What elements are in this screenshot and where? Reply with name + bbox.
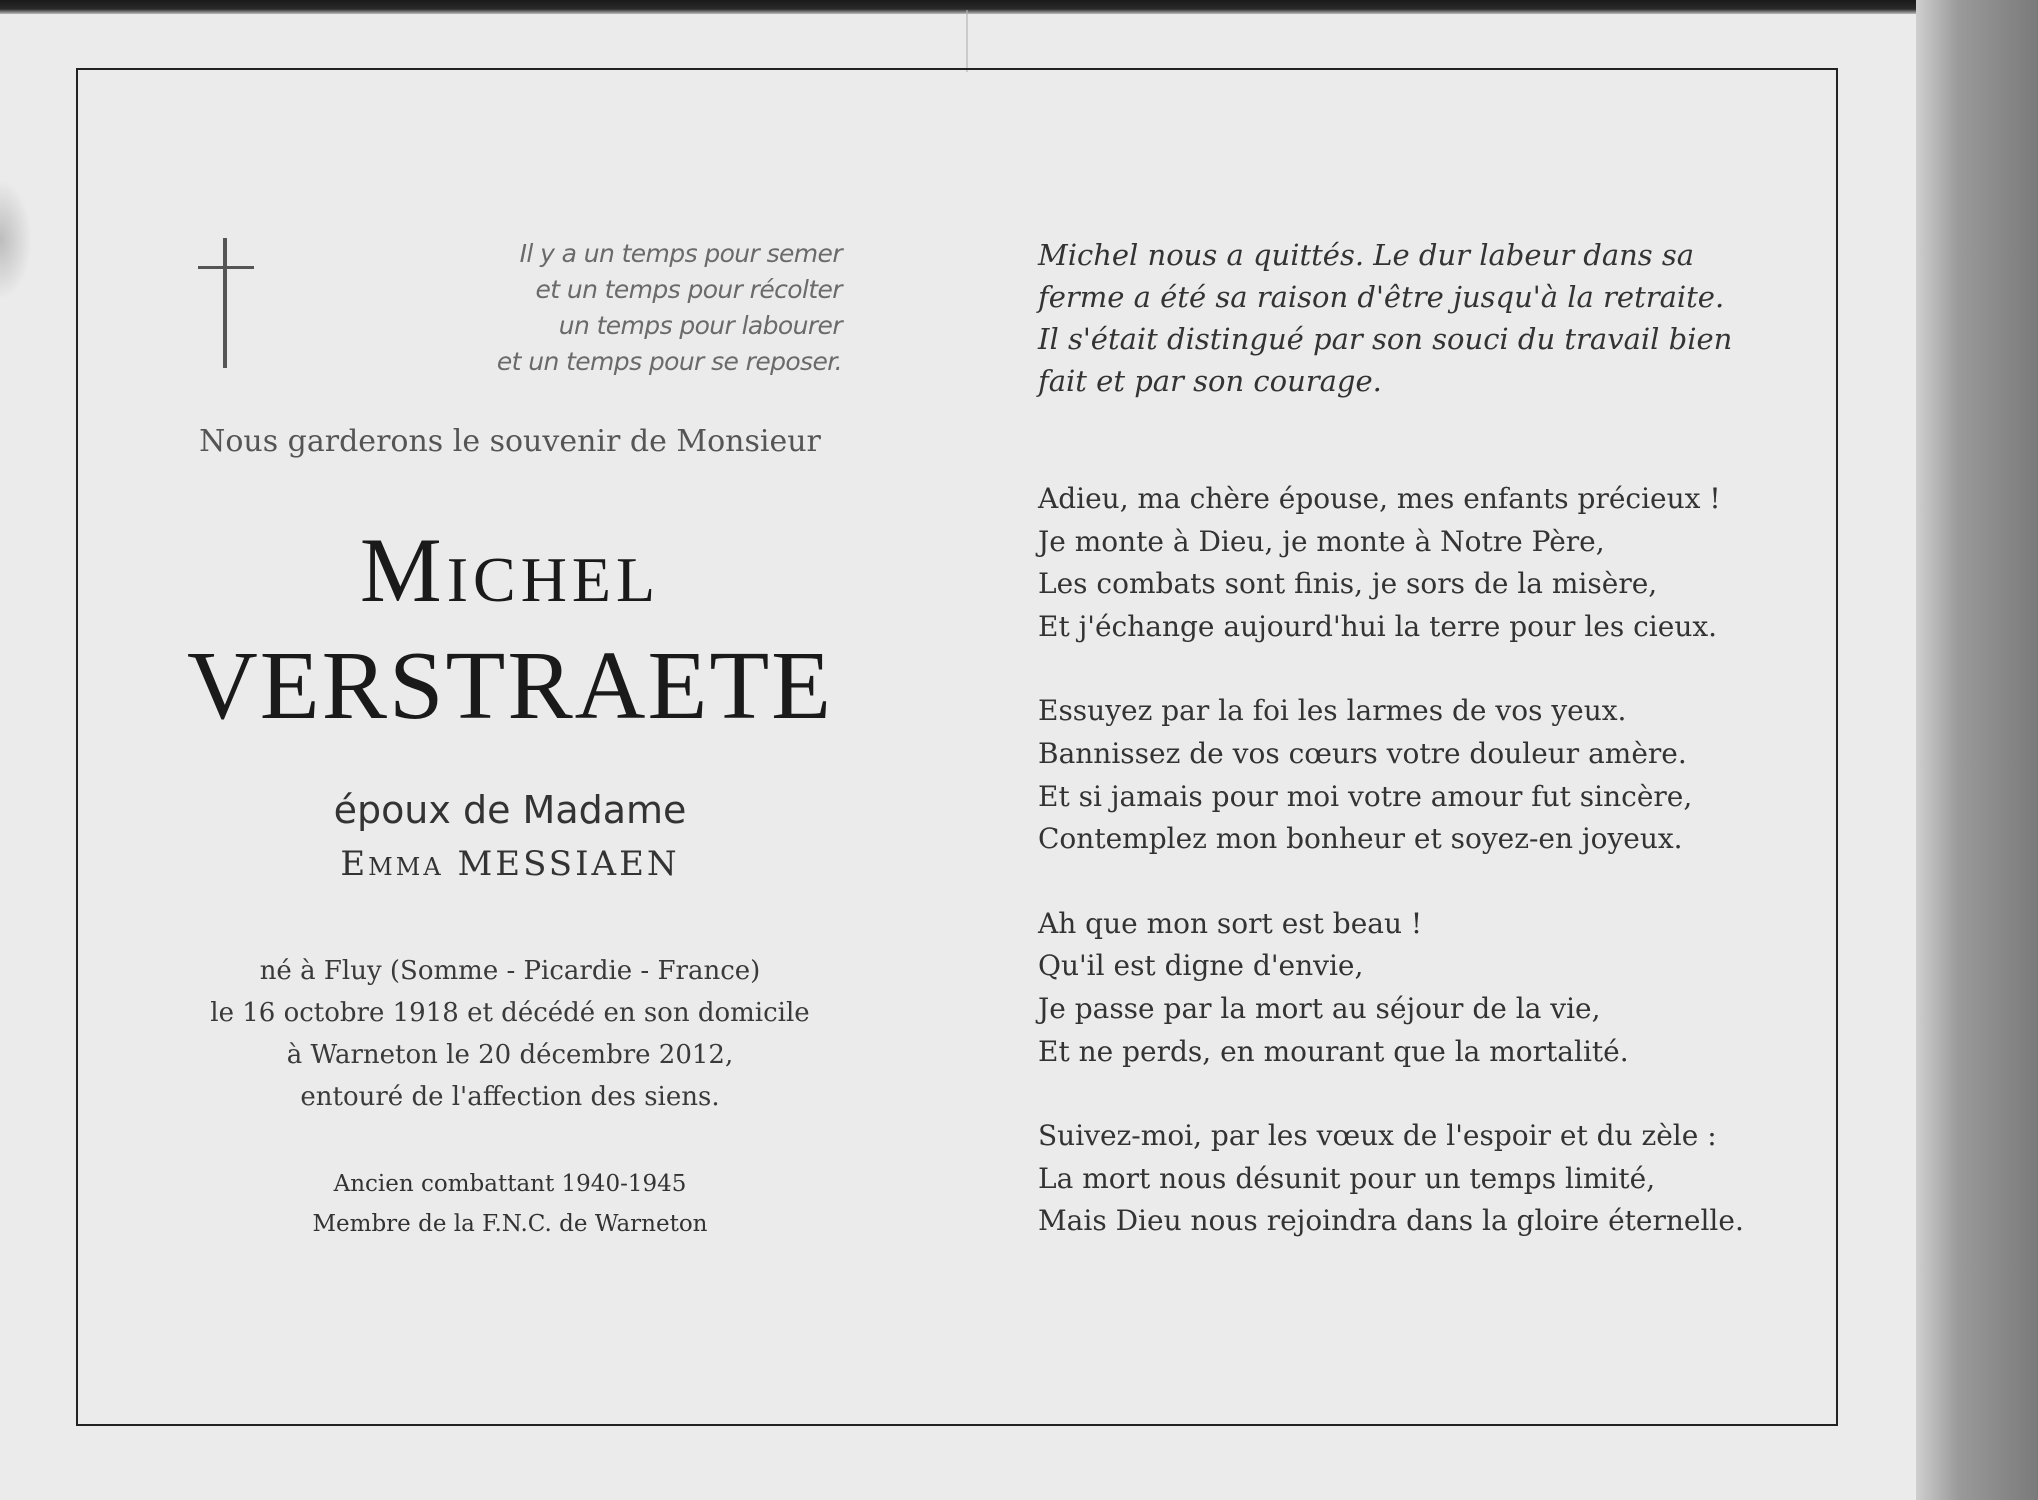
tribute-line: ferme a été sa raison d'être jusqu'à la retraite. bbox=[1038, 280, 1725, 314]
deceased-last-name: VERSTRAETE bbox=[186, 632, 834, 740]
deceased-first-name: Michel bbox=[359, 519, 661, 621]
honor-line: Ancien combattant 1940-1945 bbox=[333, 1171, 687, 1197]
tribute-text bbox=[1038, 234, 1758, 402]
poem-line: Suivez-moi, par les vœux de l'espoir et du zèle : bbox=[1038, 1119, 1717, 1153]
spouse-label: époux de Madame bbox=[333, 788, 687, 832]
honors bbox=[160, 1164, 860, 1244]
life-detail-line: à Warneton le 20 décembre 2012, bbox=[286, 1040, 734, 1070]
intro-line: Nous garderons le souvenir de Monsieur bbox=[199, 424, 821, 459]
epigraph-line: Il y a un temps pour semer bbox=[519, 239, 842, 268]
life-details bbox=[160, 950, 860, 1118]
poem-line: Essuyez par la foi les larmes de vos yeux. bbox=[1038, 694, 1627, 728]
tribute-line: Michel nous a quittés. Le dur labeur dans sa bbox=[1038, 238, 1695, 272]
spouse-name: Emma MESSIAEN bbox=[340, 844, 680, 884]
poem-line: Mais Dieu nous rejoindra dans la gloire éternelle. bbox=[1038, 1204, 1744, 1238]
epigraph-line: un temps pour labourer bbox=[558, 311, 842, 340]
scan-top-edge bbox=[0, 0, 2038, 14]
cross-icon bbox=[198, 238, 256, 368]
poem-line: Les combats sont finis, je sors de la misère, bbox=[1038, 567, 1658, 601]
poem-line: Adieu, ma chère épouse, mes enfants précieux ! bbox=[1038, 482, 1721, 515]
scan-right-shadow bbox=[1916, 0, 2038, 1500]
tribute-line: Il s'était distingué par son souci du travail bien bbox=[1038, 322, 1733, 356]
poem bbox=[1038, 478, 1798, 1285]
poem-line: Bannissez de vos cœurs votre douleur amère. bbox=[1038, 736, 1687, 770]
honor-line: Membre de la F.N.C. de Warneton bbox=[312, 1211, 708, 1237]
poem-stanza bbox=[1038, 690, 1798, 860]
epigraph-line: et un temps pour récolter bbox=[535, 275, 842, 304]
poem-stanza bbox=[1038, 478, 1798, 648]
poem-line: Ah que mon sort est beau ! bbox=[1038, 906, 1423, 940]
poem-stanza bbox=[1038, 1115, 1798, 1243]
tribute-line: fait et par son courage. bbox=[1038, 364, 1382, 398]
poem-stanza bbox=[1038, 903, 1798, 1073]
poem-line: Et si jamais pour moi votre amour fut sincère, bbox=[1038, 779, 1693, 813]
poem-line: Contemplez mon bonheur et soyez-en joyeux. bbox=[1038, 822, 1683, 856]
poem-line: Et j'échange aujourd'hui la terre pour les cieux. bbox=[1038, 609, 1718, 643]
poem-line: Qu'il est digne d'envie, bbox=[1038, 949, 1364, 983]
scan-left-smudge bbox=[0, 180, 32, 300]
epigraph-line: et un temps pour se reposer. bbox=[496, 347, 842, 376]
poem-line: Je monte à Dieu, je monte à Notre Père, bbox=[1038, 524, 1605, 558]
life-detail-line: le 16 octobre 1918 et décédé en son domicile bbox=[210, 998, 810, 1028]
life-detail-line: né à Fluy (Somme - Picardie - France) bbox=[259, 956, 761, 986]
poem-line: La mort nous désunit pour un temps limité, bbox=[1038, 1161, 1656, 1195]
epigraph bbox=[400, 236, 842, 380]
poem-line: Et ne perds, en mourant que la mortalité. bbox=[1038, 1034, 1629, 1068]
poem-line: Je passe par la mort au séjour de la vie, bbox=[1038, 991, 1601, 1025]
life-detail-line: entouré de l'affection des siens. bbox=[300, 1082, 720, 1112]
card-fold bbox=[966, 10, 968, 72]
